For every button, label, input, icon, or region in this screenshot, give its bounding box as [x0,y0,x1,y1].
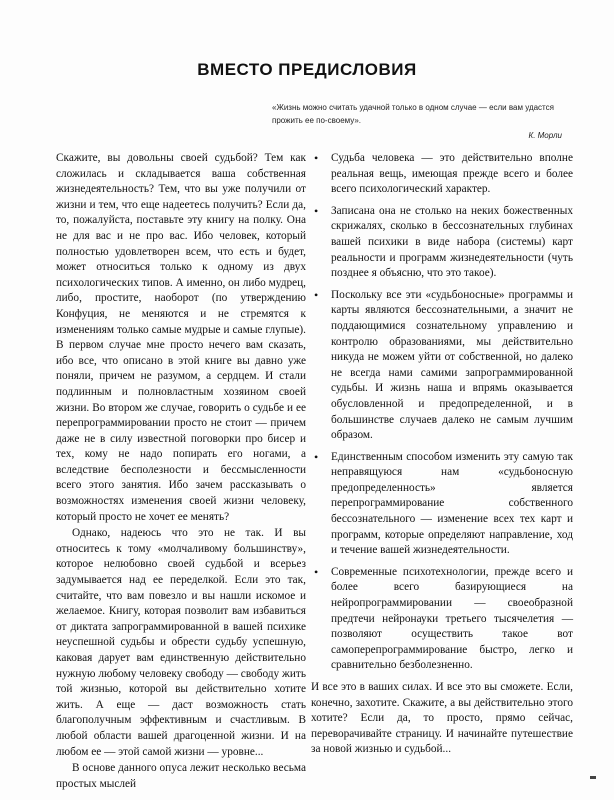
bullet-text: Современные психотехнологии, прежде всего и более всего базирующиеся на нейропрограммировании — своеобразной предтечи нейронауки третьего тысячелетия — позволяют осуществить такое вот самоперепрограммирование быстро, легко и сравнительно безболезненно. [331,565,573,672]
bullet-list [311,151,573,674]
closing-paragraph: И все это в ваших силах. И все это вы сможете. Если, конечно, захотите. Скажите, а вы действительно этого хотите? Если да, то просто, прямо сейчас, переворачивайте страницу. И начинайте путешествие за новой жизнью и судьбой... [311,681,573,756]
bullet-icon: • [314,449,319,464]
bullet-icon: • [314,564,319,579]
paragraph: Однако, надеюсь что это не так. И вы относитесь к тому «молчаливому большинству», которое нелюбовно своей судьбой и всерьез задумывается над ее переделкой. Если это так, считайте, что вам повезло и вы нашли искомое и желаемое. Книгу, которая позволит вам избавиться от диктата запрограммированной в вашей психике неуспешной судьбы и обрести судьбу успешную, каковая дарует вам единственную действительно нужную любому человеку свободу — свободу жить той жизнью, которой вы действительно хотите жить. А еще — даст возможность стать благополучным эффективным и счастливым. В любой области вашей драгоценной жизни. И на любом ее — этой самой жизни — уровне... [56,527,306,758]
bullet-item [311,288,573,444]
left-column [56,151,306,792]
page-title: ВМЕСТО ПРЕДИСЛОВИЯ [197,60,417,79]
bullet-item [311,151,573,198]
epigraph-quote: «Жизнь можно считать удачной только в одном случае — если вам удастся прожить ее по-своему». [272,103,554,125]
bullet-icon: • [314,287,319,302]
right-column [311,151,573,758]
bullet-icon: • [314,151,319,165]
bullet-text: Поскольку все эти «судьбоносные» программы и карты являются бессознательными, а значит не поддающимися сознательному управлению и контролю образованиями, мы действительно никуда не можем уйти от собственной, но далеко не всегда нами самими запрограммированной судьбы. И жизнь наша и впрямь оказывается обусловленной и предопределенной, и в большинстве случаев далеко не самым лучшим образом. [331,288,573,442]
bullet-item [311,450,573,559]
bullet-item [311,204,573,282]
epigraph-author: К. Морли [528,131,562,140]
paragraph: В основе данного опуса лежит несколько весьма простых мыслей [56,762,306,790]
bullet-icon: • [314,203,319,218]
bullet-text: Записана она не столько на неких божественных скрижалях, сколько в бессознательных глубинах вашей психики в виде набора (системы) карт реальности и программ жизнедеятельности (чуть позднее я объясню, что это такое). [331,204,573,280]
bullet-item [311,565,573,674]
paragraph: Скажите, вы довольны своей судьбой? Тем как сложилась и складывается ваша собственная жизнедеятельность? Тем, что вы уже получили от жизни и тем, что еще надеетесь получить? Если да, то, пожалуйста, поставьте эту книгу на полку. Она не для вас и не про вас. Ибо человек, который полностью удовлетворен всем, что есть и будет, может относиться только к одному из двух психологических типов. А именно, он либо мудрец, либо, простите, наоборот (по утверждению Конфуция, не меняются и не стремятся к изменениям только самые мудрые и самые глупые). В первом случае мне просто нечего вам сказать, ибо все, что описано в этой книге вы давно уже поняли, причем не разумом, а сердцем. И стали подлинным и полновластным хозяином своей жизни. Во втором же случае, говорить о судьбе и ее перепрограммировании просто не стоит — причем даже не в силу известной поговорки про бисер и тех, кому не надо попирать его ногами, а вследствие бесполезности и бессмысленности всего этого занятия. Ибо зачем рассказывать о возможностях изменения своей жизни человеку, который просто не хочет ее менять? [56,152,306,523]
scan-artifact [590,776,596,779]
bullet-text: Судьба человека — это действительно вполне реальная вещь, имеющая прежде всего и более всего психологический характер. [331,152,573,196]
bullet-text: Единственным способом изменить эту самую так неправящуюся нам «судьбоносную предопределенность» является перепрограммирование собственного бессознательного — изменение всех тех карт и программ, которые определяют направление, ход и течение вашей жизнедеятельности. [331,450,573,557]
